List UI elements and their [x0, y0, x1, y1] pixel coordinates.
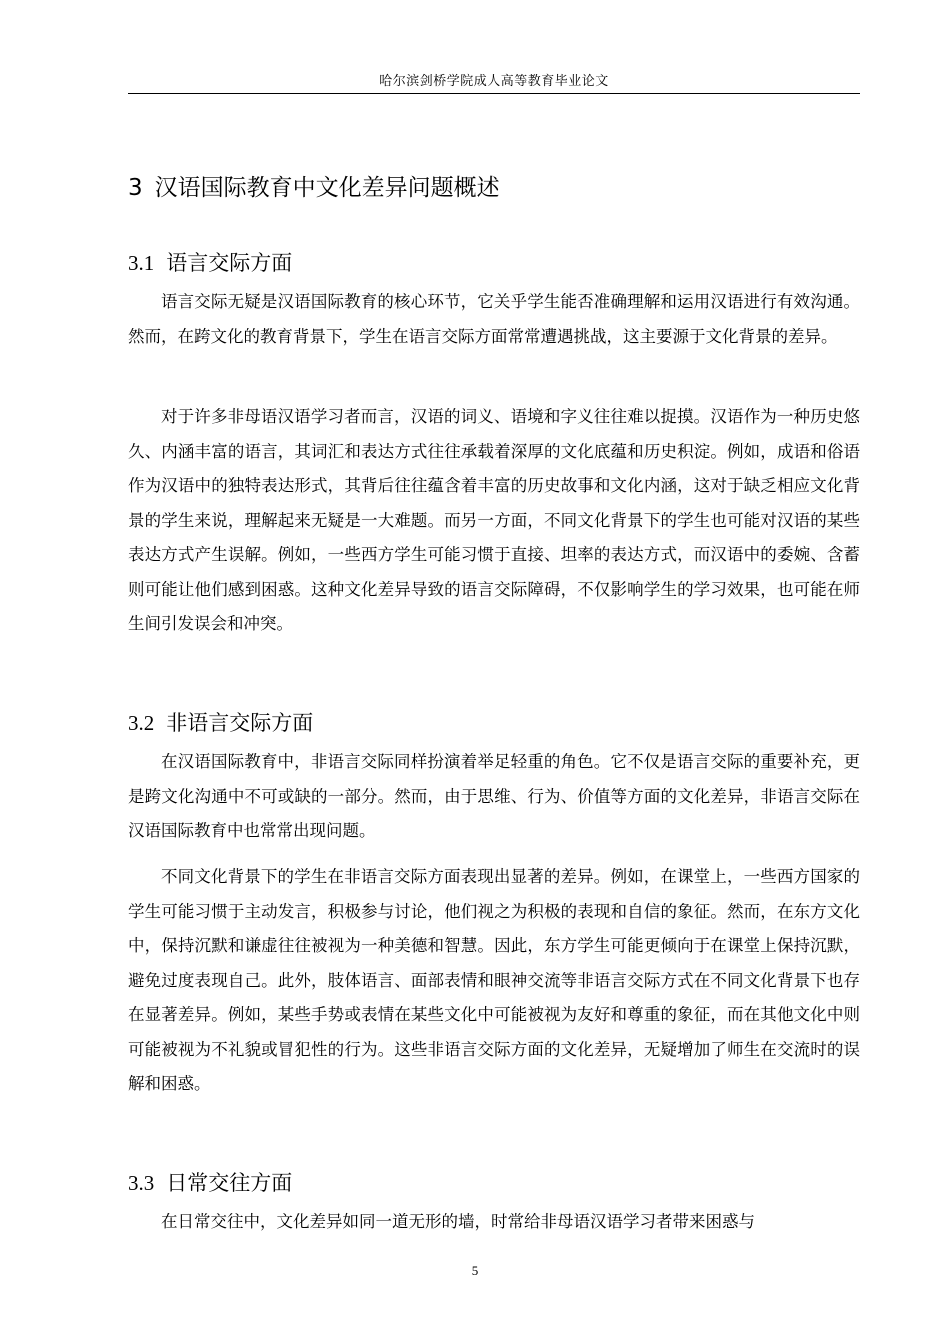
section-number: 3.2: [128, 711, 155, 735]
section-title: 日常交往方面: [166, 1171, 293, 1195]
body-paragraph: 对于许多非母语汉语学习者而言，汉语的词义、语境和字义往往难以捉摸。汉语作为一种历史悠久、内涵丰富的语言，其词汇和表达方式往往承载着深厚的文化底蕴和历史积淀。例如，成语和俗语作为汉语中的独特表达形式，其背后往往蕴含着丰富的历史故事和文化内涵，这对于缺乏相应文化背景的学生来说，理解起来无疑是一大难题。而另一方面，不同文化背景下的学生也可能对汉语的某些表达方式产生误解。例如，一些西方学生可能习惯于直接、坦率的表达方式，而汉语中的委婉、含蓄则可能让他们感到困惑。这种文化差异导致的语言交际障碍，不仅影响学生的学习效果，也可能在师生间引发误会和冲突。: [128, 407, 860, 633]
body-paragraph: 在汉语国际教育中，非语言交际同样扮演着举足轻重的角色。它不仅是语言交际的重要补充，更是跨文化沟通中不可或缺的一部分。然而，由于思维、行为、价值等方面的文化差异，非语言交际在汉语国际教育中也常常出现问题。: [128, 752, 860, 840]
header-rule: [128, 93, 860, 94]
running-header: 哈尔滨剑桥学院成人高等教育毕业论文: [379, 74, 609, 89]
section-title: 非语言交际方面: [166, 711, 314, 735]
chapter-title-text: 汉语国际教育中文化差异问题概述: [154, 175, 500, 201]
section-heading-3-3: [128, 1166, 292, 1200]
chapter-number: 3: [128, 175, 143, 201]
section-title: 语言交际方面: [166, 251, 293, 275]
section-heading-3-2: [128, 706, 313, 740]
page-number: 5: [471, 1263, 479, 1278]
section-number: 3.3: [128, 1171, 155, 1195]
body-paragraph: 语言交际无疑是汉语国际教育的核心环节，它关乎学生能否准确理解和运用汉语进行有效沟通。然而，在跨文化的教育背景下，学生在语言交际方面常常遭遇挑战，这主要源于文化背景的差异。: [128, 292, 860, 346]
body-paragraph: 不同文化背景下的学生在非语言交际方面表现出显著的差异。例如，在课堂上，一些西方国家的学生可能习惯于主动发言，积极参与讨论，他们视之为积极的表现和自信的象征。然而，在东方文化中，保持沉默和谦虚往往被视为一种美德和智慧。因此，东方学生可能更倾向于在课堂上保持沉默，避免过度表现自己。此外，肢体语言、面部表情和眼神交流等非语言交际方式在不同文化背景下也存在显著差异。例如，某些手势或表情在某些文化中可能被视为友好和尊重的象征，而在其他文化中则可能被视为不礼貌或冒犯性的行为。这些非语言交际方面的文化差异，无疑增加了师生在交流时的误解和困惑。: [128, 867, 860, 1093]
chapter-title: [128, 170, 500, 206]
body-paragraph: 在日常交往中，文化差异如同一道无形的墙，时常给非母语汉语学习者带来困惑与: [161, 1212, 755, 1231]
section-number: 3.1: [128, 251, 155, 275]
section-heading-3-1: [128, 246, 292, 280]
